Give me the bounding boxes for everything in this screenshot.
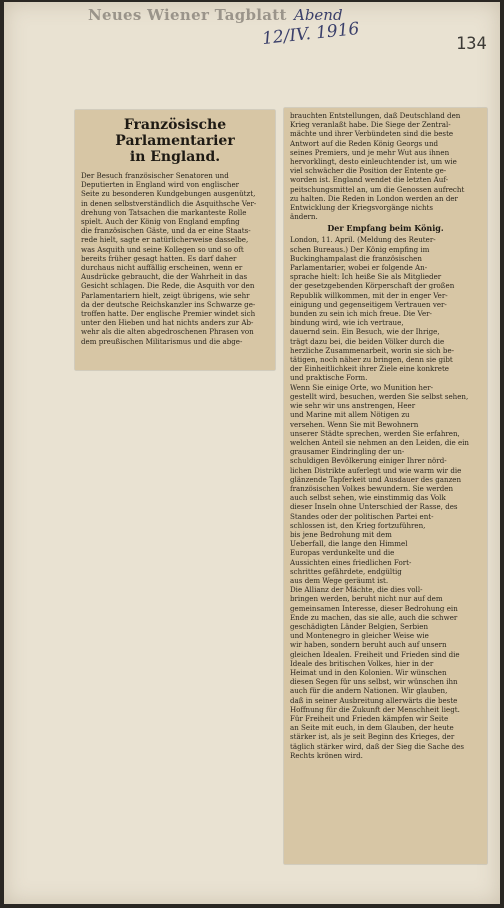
- text-line: grausamer Eindringling der un-: [290, 447, 405, 457]
- text-line: schen Bureaus.) Der König empfing im: [290, 244, 430, 254]
- text-line: Deputierten in England wird von englischer: [81, 180, 240, 190]
- right-column-body: [290, 235, 481, 760]
- text-line: unserer Städte sprechen, werden Sie erfahren,: [290, 428, 460, 438]
- text-line: einigung und gegenseitigem Vertrauen ver-: [290, 299, 447, 309]
- handwritten-date: 12/IV. 1916: [261, 18, 361, 50]
- right-column-intro: [290, 111, 481, 221]
- text-line: Der Besuch französischer Senatoren und: [81, 171, 229, 180]
- text-line: gestellt wird, besuchen, werden Sie selbst sehen,: [290, 391, 469, 401]
- text-line: brauchten Entstellungen, daß Deutschland den: [290, 111, 461, 120]
- text-line: bunden zu sein ich mich freue. Die Ver-: [290, 309, 432, 319]
- text-line: schlossen ist, den Krieg fortzuführen,: [290, 520, 426, 530]
- text-line: gemeinsamen Interesse, dieser Bedrohung ein: [290, 603, 458, 613]
- text-line: Wenn Sie einige Orte, wo Munition her-: [290, 382, 433, 392]
- text-line: Heimat und in den Kolonien. Wir wünschen: [290, 667, 447, 677]
- text-line: wehr als die alten abgedroschenen Phrasen von: [81, 327, 254, 337]
- text-line: viel schwächer die Position der Entente ge-: [290, 166, 447, 176]
- text-line: auch für die andern Nationen. Wir glauben,: [290, 686, 448, 696]
- text-line: geschädigten Länder Belgien, Serbien: [290, 621, 429, 631]
- text-line: dauernd sein. Ein Besuch, wie der Ihrige,: [290, 327, 440, 337]
- text-line: worden ist. England wendet die letzten Auf-: [290, 175, 449, 185]
- text-line: London, 11. April. (Meldung des Reuter-: [290, 235, 436, 245]
- text-line: der Einheitlichkeit ihrer Ziele eine konkrete: [290, 364, 449, 374]
- text-line: da der deutsche Reichskanzler ins Schwarze ge-: [81, 299, 256, 309]
- text-line: durchaus nicht auffällig erscheinen, wenn er: [81, 263, 243, 273]
- text-line: lichen Distrikte auferlegt und wie warm wir die: [290, 465, 462, 475]
- headline-line-1: Französische Parlamentarier: [115, 117, 235, 149]
- text-line: glänzende Tapferkeit und Ausdauer des ganzen: [290, 474, 462, 484]
- text-line: diesen Segen für uns selbst, wir wünschen ihn: [290, 677, 458, 687]
- article-headline: [81, 117, 269, 165]
- text-line: rede hielt, sagte er natürlicherweise dasselbe,: [81, 235, 249, 245]
- text-line: drehung von Tatsachen die markanteste Rolle: [81, 207, 247, 217]
- clipping-left: [75, 110, 275, 370]
- text-line: wie sehr wir uns anstrengen, Heer: [290, 401, 416, 411]
- text-line: seines Premiers, und je mehr Wut aus ihnen: [290, 147, 450, 157]
- text-line: Ausdrücke gebraucht, die der Wahrheit in das: [81, 272, 248, 282]
- text-line: ändern.: [290, 212, 318, 222]
- text-line: Für Freiheit und Frieden kämpfen wir Seite: [290, 714, 449, 723]
- headline-line-2: in England.: [129, 149, 221, 165]
- text-line: schrittes gefährdete, endgültig: [290, 566, 402, 576]
- text-line: Ideale des britischen Volkes, hier in der: [290, 658, 434, 668]
- text-line: zu halten. Die Reden in London werden an der: [290, 193, 458, 203]
- text-line: Rechts krönen wird.: [290, 750, 363, 760]
- text-line: aus dem Wege geräumt ist.: [290, 575, 389, 585]
- newspaper-masthead: Neues Wiener Tagblatt: [88, 6, 287, 24]
- text-line: in denen selbstverständlich die Asquithsche Ver-: [81, 198, 257, 208]
- text-line: und Marine mit allem Nötigen zu: [290, 410, 410, 420]
- clipping-right: [284, 108, 487, 864]
- text-line: täglich stärker wird, daß der Sieg die Sache des: [290, 741, 464, 751]
- text-line: wir haben, sondern beruht auch auf unsern: [290, 640, 447, 650]
- section-subhead: Der Empfang beim König.: [327, 223, 444, 234]
- page-number: 134: [456, 34, 487, 54]
- text-line: Republik willkommen, mit der in enger Ver-: [290, 290, 448, 300]
- text-line: Standes oder der politischen Partei ent-: [290, 511, 434, 521]
- text-line: tätigen, noch näher zu bringen, denn sie gibt: [290, 355, 453, 365]
- text-line: Seite zu besonderen Kundgebungen ausgenützt,: [81, 189, 256, 199]
- text-line: bindung wird, wie ich vertraue,: [290, 318, 404, 328]
- handwritten-edition: Abend: [294, 6, 343, 24]
- text-line: Buckinghampalast die französischen: [290, 253, 422, 263]
- text-line: Hoffnung für die Zukunft der Menschheit liegt.: [290, 704, 460, 714]
- text-line: der gesetzgebenden Körperschaft der großen: [290, 281, 455, 291]
- text-line: Antwort auf die Reden König Georgs und: [290, 138, 439, 148]
- text-line: Krieg veranlaßt habe. Die Siege der Zentral-: [290, 120, 451, 130]
- text-line: troffen hatte. Der englische Premier windet sich: [81, 309, 256, 319]
- text-line: Entwicklung der Kriegsvorgänge nichts: [290, 203, 434, 213]
- text-line: Ueberfall, die lange den Himmel: [290, 539, 408, 549]
- text-line: schuldigen Bevölkerung einiger Ihrer nörd-: [290, 456, 447, 466]
- text-line: spielt. Auch der König von England empfing: [81, 217, 240, 227]
- text-line: peitschungsmittel an, um die Genossen aufrecht: [290, 184, 465, 194]
- text-line: Gesicht schlagen. Die Rede, die Asquith vor den: [81, 281, 255, 291]
- text-line: welchen Anteil sie nehmen an den Leiden, die ein: [290, 437, 469, 447]
- text-line: bringen werden, beruht nicht nur auf dem: [290, 594, 443, 604]
- text-line: unter den Hieben und hat nichts anders zur Ab-: [81, 318, 254, 328]
- text-line: und praktische Form.: [290, 373, 368, 383]
- left-column-body: [81, 171, 269, 346]
- text-line: versehen. Wenn Sie mit Bewohnern: [290, 419, 419, 429]
- text-line: Ende zu machen, das sie alle, auch die schwer: [290, 612, 458, 622]
- text-line: stärker ist, als je seit Beginn des Krieges, der: [290, 732, 455, 742]
- text-line: und Montenegro in gleicher Weise wie: [290, 631, 429, 641]
- text-line: dem preußischen Militarismus und die abge-: [81, 336, 243, 346]
- text-line: sprache hielt: Ich heiße Sie als Mitglieder: [290, 272, 442, 282]
- text-line: trägt dazu bei, die beiden Völker durch die: [290, 336, 445, 346]
- text-line: auch selbst sehen, wie einstimmig das Volk: [290, 493, 446, 503]
- text-line: Parlamentarier, wobei er folgende An-: [290, 263, 428, 273]
- text-line: Die Allianz der Mächte, die dies voll-: [290, 585, 423, 595]
- text-line: herzliche Zusammenarbeit, worin sie sich be-: [290, 345, 455, 355]
- text-line: Europas verdunkelte und die: [290, 548, 395, 558]
- text-line: mächte und ihrer Verbündeten sind die beste: [290, 129, 454, 139]
- text-line: bereits früher gesagt hatten. Es darf daher: [81, 253, 237, 263]
- text-line: französischen Volkes bewundern. Sie werden: [290, 483, 454, 493]
- text-line: die französischen Gäste, und da er eine Staats-: [81, 226, 251, 236]
- text-line: bis jene Bedrohung mit dem: [290, 529, 392, 539]
- text-line: was Asquith und seine Kollegen so und so oft: [81, 244, 244, 254]
- text-line: an Seite mit euch, in dem Glauben, der heute: [290, 723, 454, 733]
- text-line: daß in seiner Ausbreitung allerwärts die beste: [290, 695, 458, 705]
- text-line: Aussichten eines friedlichen Fort-: [290, 557, 412, 567]
- text-line: hervorklingt, desto einleuchtender ist, um wie: [290, 157, 457, 167]
- text-line: dieser Inseln ohne Unterschied der Rasse, des: [290, 502, 458, 512]
- text-line: gleichen Idealen. Freiheit und Frieden sind die: [290, 649, 460, 659]
- text-line: Parlamentariern hielt, zeigt übrigens, wie sehr: [81, 290, 250, 300]
